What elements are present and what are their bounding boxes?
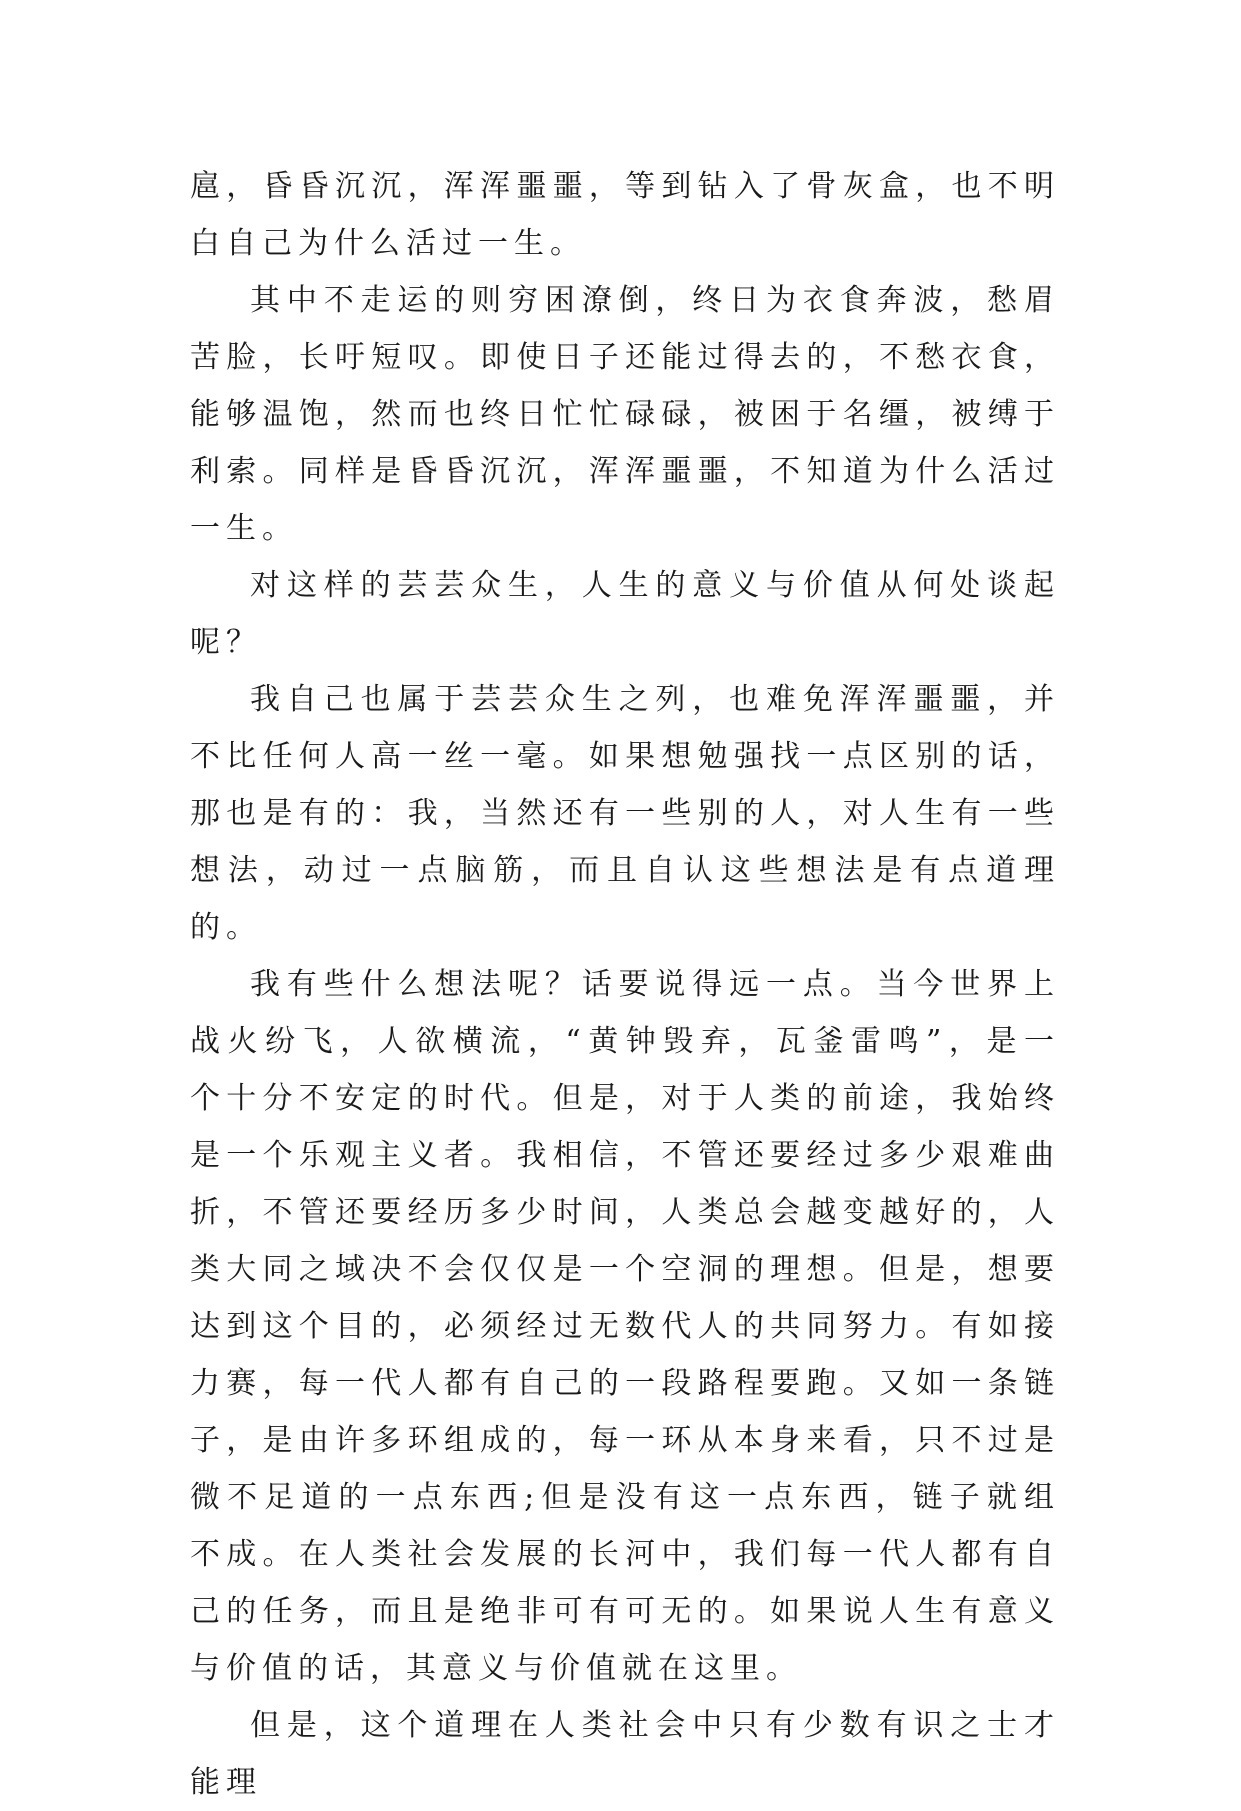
document-body: [190, 158, 1060, 1811]
paragraph: 但是，这个道理在人类社会中只有少数有识之士才能理: [190, 1708, 1060, 1800]
paragraph: 我自己也属于芸芸众生之列，也难免浑浑噩噩，并不比任何人高一丝一毫。如果想勉强找一点区别的话，那也是有的：我，当然还有一些别的人，对人生有一些想法，动过一点脑筋，而且自认这些想法是有点道理的。: [190, 682, 1060, 945]
paragraph: 其中不走运的则穷困潦倒，终日为衣食奔波，愁眉苦脸，长吁短叹。即使日子还能过得去的，不愁衣食，能够温饱，然而也终日忙忙碌碌，被困于名缰，被缚于利索。同样是昏昏沉沉，浑浑噩噩，不知道为什么活过一生。: [190, 283, 1060, 546]
paragraph: 对这样的芸芸众生，人生的意义与价值从何处谈起呢？: [190, 568, 1060, 660]
paragraph: 我有些什么想法呢？话要说得远一点。当今世界上战火纷飞，人欲横流，“黄钟毁弃，瓦釜雷鸣”，是一个十分不安定的时代。但是，对于人类的前途，我始终是一个乐观主义者。我相信，不管还要经过多少艰难曲折，不管还要经历多少时间，人类总会越变越好的，人类大同之域决不会仅仅是一个空洞的理想。但是，想要达到这个目的，必须经过无数代人的共同努力。有如接力赛，每一代人都有自己的一段路程要跑。又如一条链子，是由许多环组成的，每一环从本身来看，只不过是微不足道的一点东西;但是没有这一点东西，链子就组不成。在人类社会发展的长河中，我们每一代人都有自己的任务，而且是绝非可有可无的。如果说人生有意义与价值的话，其意义与价值就在这里。: [190, 967, 1060, 1686]
paragraph-continuation: 扈，昏昏沉沉，浑浑噩噩，等到钻入了骨灰盒，也不明白自己为什么活过一生。: [190, 169, 1060, 261]
